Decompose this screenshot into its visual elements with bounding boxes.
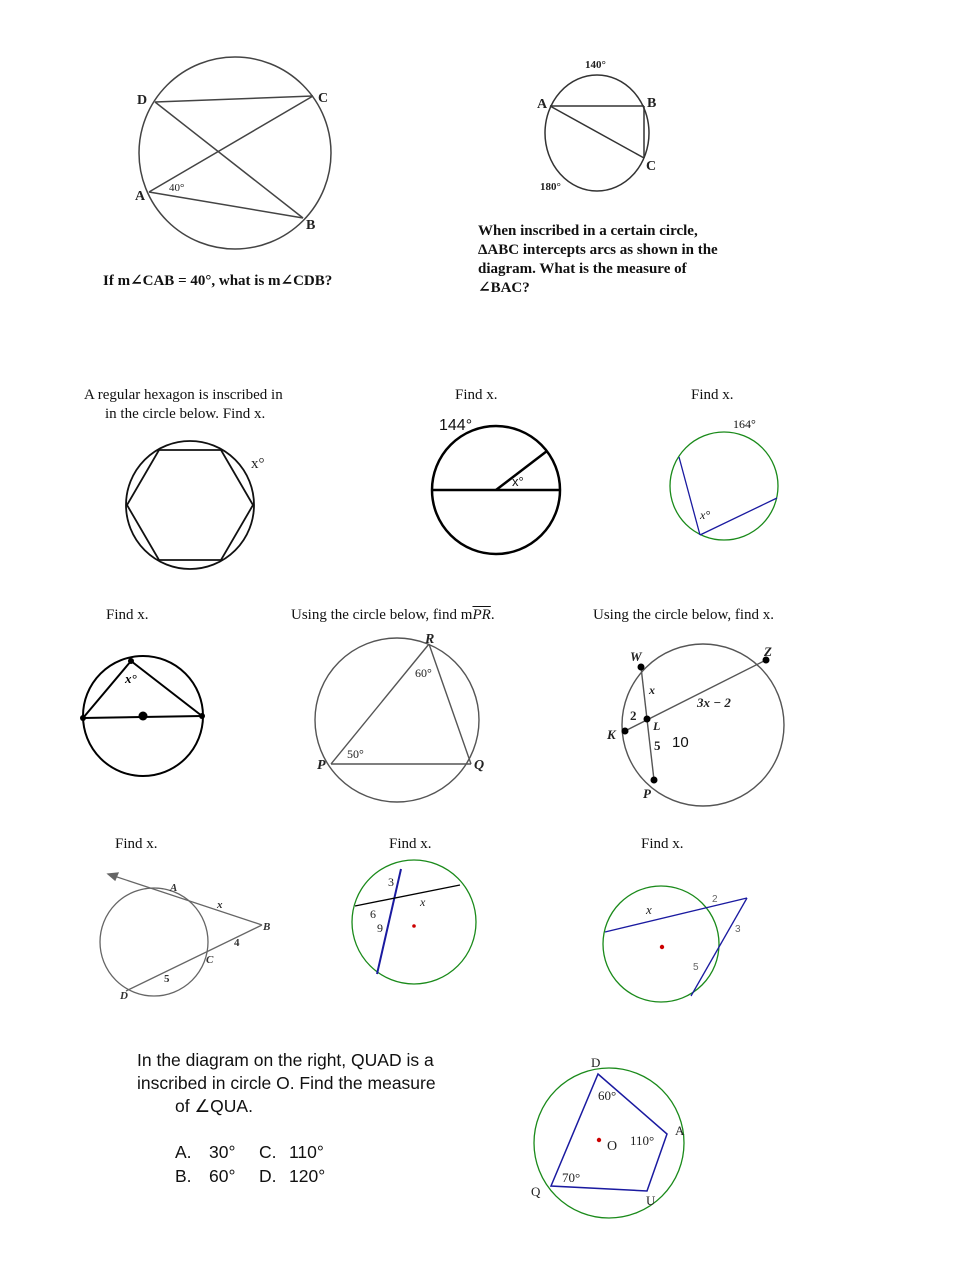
p1-label-d: D <box>137 93 148 108</box>
p9-label-c: C <box>206 954 214 966</box>
p12-label-d: D <box>591 1055 601 1070</box>
p12-center-point <box>597 1138 601 1142</box>
p2-label-a: A <box>537 97 548 112</box>
p12-options-row-2 <box>175 1164 325 1188</box>
p5-label-x: x° <box>700 508 711 522</box>
p9-label-4: 4 <box>234 937 240 949</box>
p8-label-x: x <box>649 683 655 697</box>
p10-center-point <box>412 924 416 928</box>
p12-option-b-value: 60° <box>209 1166 236 1186</box>
p5-chord-left <box>679 457 700 535</box>
p9-label-b: B <box>263 921 271 933</box>
p12-angle-d: 60° <box>598 1088 617 1103</box>
p10-label-9: 9 <box>377 921 383 935</box>
p7-caption-suffix: . <box>490 607 495 623</box>
p2-label-c: C <box>646 159 657 174</box>
p9-label-d: D <box>120 990 128 1002</box>
p7-label-p: P <box>317 758 326 773</box>
p12-option-c-letter: C. <box>259 1142 277 1162</box>
p6-label-x: x° <box>125 671 137 686</box>
p2-arc-top: 140° <box>585 59 606 71</box>
p12-label-a: A <box>675 1123 685 1138</box>
p3-caption <box>84 386 314 424</box>
p10-chord-horizontal <box>355 885 460 906</box>
p2-caption-line-3: diagram. What is the measure of <box>478 261 687 277</box>
p12-angle-a: 110° <box>630 1133 655 1148</box>
p12-option-b-letter: B. <box>175 1166 192 1186</box>
p1-chord-ac <box>149 96 313 192</box>
p11-caption: Find x. <box>641 836 684 852</box>
p8-label-l: L <box>653 719 661 733</box>
p8-label-expr: 3x − 2 <box>697 695 731 710</box>
p7-label-q: Q <box>474 758 485 773</box>
p6-caption: Find x. <box>106 607 149 623</box>
p9-circle <box>100 888 208 996</box>
p8-point-w <box>638 664 645 671</box>
p12-angle-q: 70° <box>562 1170 581 1185</box>
p12-option-d-letter: D. <box>259 1166 277 1186</box>
p10-label-3: 3 <box>388 875 394 889</box>
p12-options <box>175 1140 325 1188</box>
p12-question-line-1: In the diagram on the right, QUAD is a <box>137 1050 434 1070</box>
p11-center-point <box>660 945 664 949</box>
p8-label-k: K <box>607 727 616 742</box>
p1-label-a: A <box>135 189 146 204</box>
p2-arc-bottom: 180° <box>540 181 561 193</box>
p5-arc-label: 164° <box>733 417 756 431</box>
problem-10-diagram <box>352 860 476 984</box>
p7-caption <box>291 606 495 625</box>
p8-label-2: 2 <box>630 708 637 723</box>
p1-chord-db <box>155 102 303 218</box>
p12-question-line-3: of ∠QUA. <box>175 1096 253 1116</box>
p7-angle-p: 50° <box>347 747 364 761</box>
p11-label-x: x <box>646 902 652 917</box>
p6-point-top <box>128 658 134 664</box>
p2-chord-ac <box>550 106 644 158</box>
p6-point-left <box>80 715 86 721</box>
p12-question-line-2: inscribed in circle O. Find the measure <box>137 1073 436 1093</box>
p9-secant-line <box>126 925 262 991</box>
p6-center-point <box>139 712 148 721</box>
p1-label-b: B <box>306 218 316 233</box>
p8-circle <box>622 644 784 806</box>
p4-arc-label: 144° <box>439 417 473 434</box>
problem-8-diagram <box>622 644 784 806</box>
p3-caption-line-2: in the circle below. Find x. <box>105 406 266 422</box>
p3-circle <box>126 441 254 569</box>
p1-label-c: C <box>318 91 329 106</box>
p12-option-a-letter: A. <box>175 1142 192 1162</box>
p9-caption: Find x. <box>115 836 158 852</box>
p10-label-x: x <box>420 895 426 909</box>
p9-tangent-line <box>108 874 262 925</box>
p12-question <box>137 1049 497 1118</box>
p12-options-row-1 <box>175 1140 325 1164</box>
p3-hexagon <box>127 450 253 560</box>
problem-3-diagram <box>126 441 254 569</box>
p11-circle <box>603 886 719 1002</box>
p12-option-c-value: 110° <box>289 1142 324 1162</box>
p10-caption: Find x. <box>389 836 432 852</box>
p6-point-right <box>199 713 205 719</box>
p8-point-k <box>622 728 629 735</box>
problem-9-diagram <box>100 873 262 996</box>
p11-label-3: 3 <box>735 924 741 935</box>
p8-caption: Using the circle below, find x. <box>593 607 775 623</box>
p7-side-rq <box>429 644 471 764</box>
p7-label-r: R <box>425 632 435 647</box>
problem-1-diagram <box>139 57 331 249</box>
p3-label-x: x° <box>251 456 265 472</box>
p6-chord-right <box>131 661 202 716</box>
p2-caption <box>478 222 718 298</box>
p2-label-b: B <box>647 96 657 111</box>
problem-4-diagram <box>432 426 560 554</box>
p10-label-6: 6 <box>370 907 376 921</box>
p2-caption-line-1: When inscribed in a certain circle, <box>478 223 698 239</box>
p5-caption: Find x. <box>691 387 734 403</box>
p9-label-x: x <box>217 899 223 911</box>
p2-caption-line-2: ΔABC intercepts arcs as shown in the <box>478 242 718 258</box>
p4-caption: Find x. <box>455 387 498 403</box>
p7-caption-arc: $\overline{PR}$ <box>472 607 491 623</box>
p8-label-10: 10 <box>672 734 689 751</box>
p11-label-5: 5 <box>693 962 699 973</box>
p12-option-d-value: 120° <box>289 1166 326 1186</box>
problem-7-diagram <box>315 638 479 802</box>
p12-label-u: U <box>646 1193 656 1208</box>
p5-chord-right <box>700 498 777 535</box>
p9-label-5: 5 <box>164 973 170 985</box>
p12-label-o: O <box>607 1139 618 1154</box>
p9-arrowhead <box>108 873 118 880</box>
p12-label-q: Q <box>531 1184 541 1199</box>
p10-circle <box>352 860 476 984</box>
problem-5-diagram <box>670 432 778 540</box>
p3-caption-line-1: A regular hexagon is inscribed in <box>84 387 283 403</box>
problem-2-diagram <box>545 75 649 191</box>
p8-label-z: Z <box>764 644 772 659</box>
p8-point-p <box>651 777 658 784</box>
p7-circle <box>315 638 479 802</box>
p6-points <box>80 658 205 721</box>
p1-circle <box>139 57 331 249</box>
p1-angle-label: 40° <box>169 182 185 194</box>
p1-chord-dc <box>155 96 313 102</box>
p8-point-l <box>644 716 651 723</box>
p11-secant-top <box>605 898 747 932</box>
p8-label-5: 5 <box>654 738 661 753</box>
p1-caption: If m∠CAB = 40°, what is m∠CDB? <box>103 273 333 289</box>
p12-option-a-value: 30° <box>209 1142 236 1162</box>
p11-label-2: 2 <box>712 894 718 905</box>
p4-label-x: x° <box>512 474 524 489</box>
p2-circle <box>545 75 649 191</box>
p8-points <box>622 657 770 784</box>
p7-angle-r: 60° <box>415 666 432 680</box>
p11-secant-bottom <box>691 898 747 996</box>
p7-caption-prefix: Using the circle below, find m <box>291 607 473 623</box>
problem-11-diagram <box>603 886 747 1002</box>
p8-label-p: P <box>643 786 651 801</box>
p9-label-a: A <box>170 882 178 894</box>
p7-side-rp <box>331 644 429 764</box>
p8-label-w: W <box>630 649 642 664</box>
p2-caption-line-4: ∠BAC? <box>478 280 530 296</box>
p1-chord-ab <box>149 192 303 218</box>
